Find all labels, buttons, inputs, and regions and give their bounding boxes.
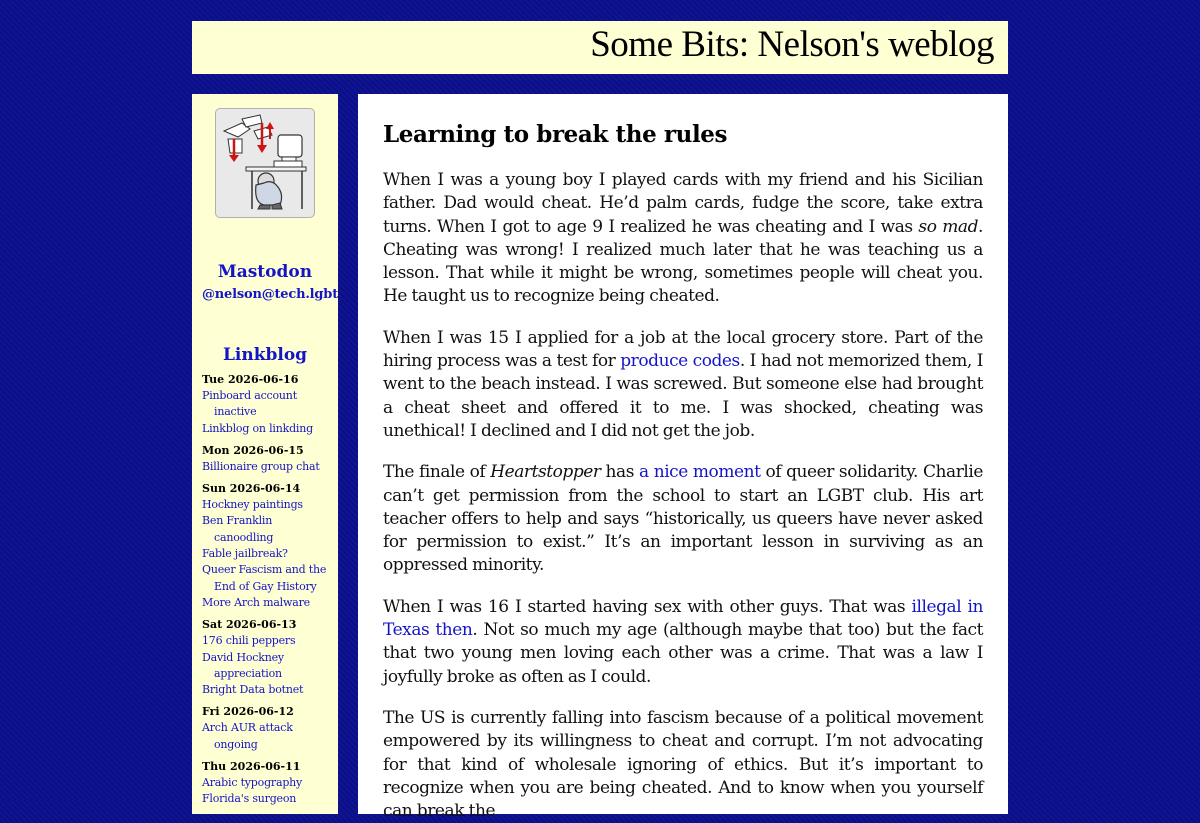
linkblog-list — [202, 372, 334, 814]
linkblog-date: Tue 2026-06-16 — [202, 373, 299, 386]
linkblog-link[interactable]: Hockney paintings — [202, 498, 303, 512]
linkblog-day — [202, 759, 334, 808]
linkblog-link[interactable]: Ben Franklin canoodling — [202, 514, 274, 544]
paragraph-text: When I was 16 I started having sex with other guys. That was — [383, 596, 912, 617]
linkblog-date: Thu 2026-06-11 — [202, 760, 301, 774]
paragraph-text: When I was 15 I applied for a job at the local grocery store. Part of the hiring process was a test for — [383, 327, 983, 372]
linkblog-date: Sun 2026-06-14 — [202, 482, 301, 496]
paragraph-text: of queer solidarity. Charlie can’t get permission from the school to start an LGBT club. His art teacher offers to help and says “historically, us queers have never asked for permission to exist.” It’s an important lesson in surviving as an oppressed minority. — [383, 462, 983, 576]
linkblog-date: Sat 2026-06-13 — [202, 618, 297, 632]
illegal-in-texas-link[interactable]: illegal in Texas then — [383, 596, 984, 641]
produce-codes-link[interactable]: produce codes — [620, 351, 740, 372]
linkblog-link[interactable]: Pinboard account inactive — [202, 389, 297, 419]
linkblog-day — [202, 443, 334, 475]
avatar-illustration — [216, 109, 314, 217]
linkblog-day — [202, 617, 334, 698]
linkblog-link[interactable]: Billionaire group chat — [202, 459, 320, 473]
linkblog-link[interactable]: Bright Data botnet — [202, 683, 304, 697]
linkblog-date: Fri 2026-06-12 — [202, 705, 294, 719]
post-paragraph — [383, 169, 983, 309]
linkblog-link[interactable]: David Hockney appreciation — [202, 650, 284, 680]
emphasis-text: Heartstopper — [490, 462, 601, 483]
mastodon-heading[interactable]: Mastodon — [217, 262, 313, 282]
linkblog-link[interactable]: More Arch malware — [202, 595, 310, 609]
post-paragraph — [383, 327, 983, 443]
paragraph-text: has — [600, 462, 640, 483]
linkblog-day — [202, 372, 334, 437]
paragraph-text: . Not so much my age (although maybe that too) but the fact that two young men loving each other was a crime. That was a law I joyfully broke as often as I could. — [383, 620, 983, 687]
paragraph-text: The US is currently falling into fascism because of a political movement empowered by its willingness to cheat and corrupt. I’m not advocating for that kind of wholesale ignoring of ethics. But it’s important to recognize when you are being cheated. And to know when you yourself can break the — [383, 707, 983, 822]
linkblog-date: Mon 2026-06-15 — [202, 443, 304, 457]
post-paragraph — [383, 596, 983, 689]
emphasis-text: so mad — [918, 216, 979, 237]
paragraph-text: . Cheating was wrong! I realized much later that he was teaching us a lesson. That while it might be wrong, sometimes people will cheat you. He taught us to recognize being cheated. — [383, 216, 983, 307]
linkblog-link[interactable]: Fable jailbreak? — [202, 547, 288, 561]
linkblog-link[interactable]: 176 chili peppers — [202, 634, 296, 648]
linkblog-link[interactable]: Linkblog on linkding — [202, 421, 313, 435]
linkblog-heading[interactable]: Linkblog — [222, 345, 308, 365]
post-paragraph — [383, 707, 983, 823]
paragraph-text: When I was a young boy I played cards with my friend and his Sicilian father. Dad would cheat. He’d palm cards, fudge the score, take extra turns. When I got to age 9 I realized he was cheating and I was — [383, 170, 983, 237]
linkblog-link[interactable]: Queer Fascism and the End of Gay History — [202, 563, 327, 593]
site-title[interactable]: Some Bits: Nelson's weblog — [590, 24, 994, 65]
site-header — [192, 21, 1008, 74]
linkblog-link[interactable]: Arch AUR attack ongoing — [202, 721, 293, 751]
linkblog-day — [202, 481, 334, 611]
linkblog-link[interactable]: Florida's surgeon — [202, 792, 297, 806]
sidebar — [192, 94, 338, 814]
mastodon-handle-link[interactable]: @nelson@tech.lgbt — [202, 287, 338, 302]
paragraph-text: . I had not memorized them, I went to the beach instead. I was screwed. But someone else had brought a cheat sheet and offered it to me. I was shocked, cheating was unethical! I declined and I did not get the job. — [383, 351, 983, 441]
main-content — [358, 94, 1008, 822]
linkblog-day — [202, 704, 334, 753]
post-paragraph — [383, 461, 983, 577]
avatar[interactable] — [215, 108, 315, 218]
post-title[interactable]: Learning to break the rules — [383, 121, 728, 148]
nice-moment-link[interactable]: a nice moment — [639, 462, 761, 483]
linkblog-link[interactable]: Arabic typography — [202, 776, 303, 790]
paragraph-text: The finale of — [383, 462, 491, 483]
